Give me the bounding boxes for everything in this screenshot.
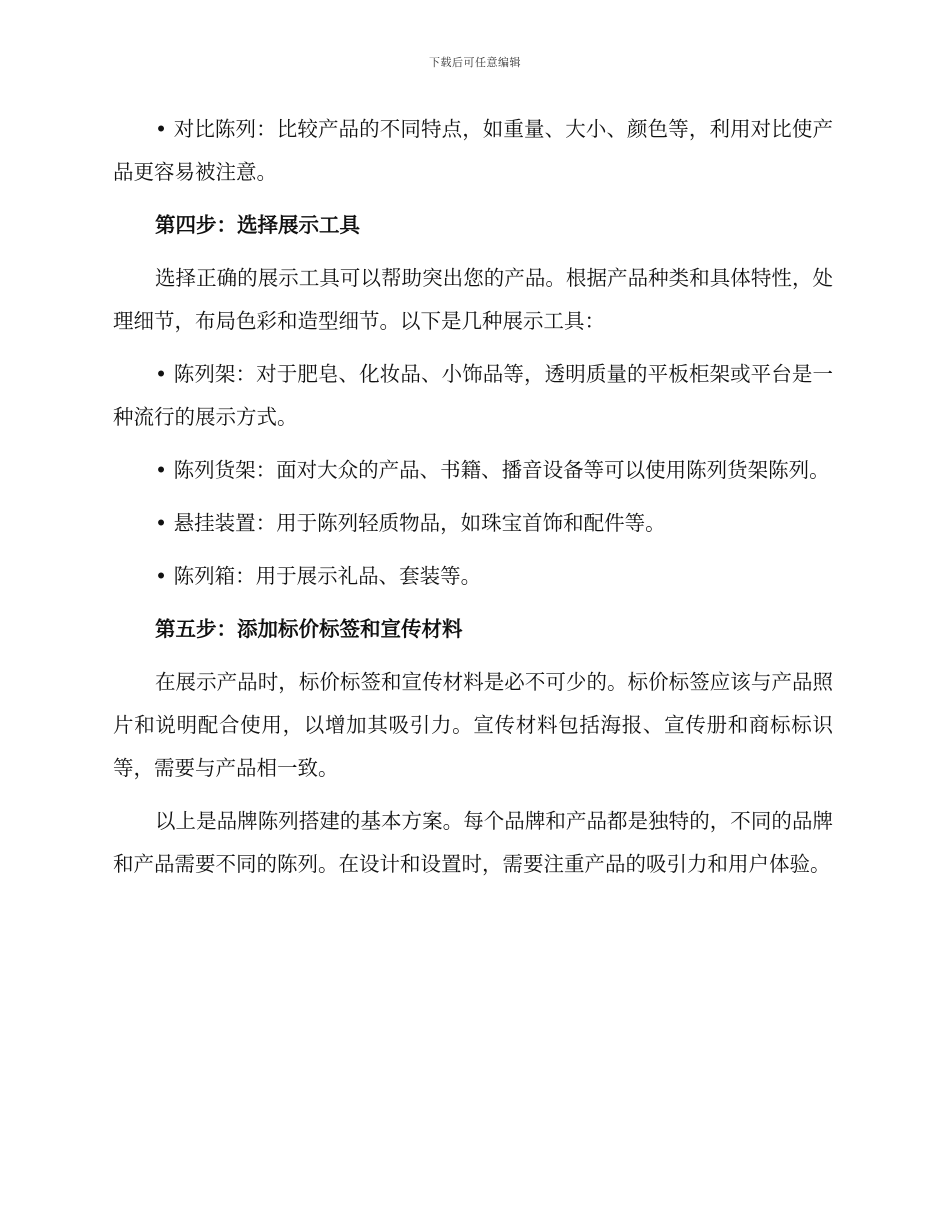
document-body <box>113 108 833 896</box>
heading-step-four: 第四步：选择展示工具 <box>155 213 360 237</box>
heading-step-five: 第五步：添加标价标签和宣传材料 <box>155 617 463 641</box>
paragraph-display-rack: • 陈列架：对于肥皂、化妆品、小饰品等，透明质量的平板柜架或平台是一种流行的展示方式。 <box>113 362 833 429</box>
paragraph-price-tags: 在展示产品时，标价标签和宣传材料是必不可少的。标价标签应该与产品照片和说明配合使用，以增加其吸引力。宣传材料包括海报、宣传册和商标标识等，需要与产品相一致。 <box>113 670 833 780</box>
paragraph-display-box: • 陈列箱：用于展示礼品、套装等。 <box>155 564 482 588</box>
header-note: 下载后可任意编辑 <box>429 56 521 69</box>
paragraph-conclusion: 以上是品牌陈列搭建的基本方案。每个品牌和产品都是独特的，不同的品牌和产品需要不同的陈列。在设计和设置时，需要注重产品的吸引力和用户体验。 <box>113 809 833 876</box>
paragraph-display-shelf: • 陈列货架：面对大众的产品、书籍、播音设备等可以使用陈列货架陈列。 <box>155 458 830 482</box>
paragraph-display-tools-intro: 选择正确的展示工具可以帮助突出您的产品。根据产品种类和具体特性，处理细节，布局色彩和造型细节。以下是几种展示工具： <box>113 266 833 333</box>
paragraph-hanging-device: • 悬挂装置：用于陈列轻质物品，如珠宝首饰和配件等。 <box>155 511 666 535</box>
paragraph-contrast-display: • 对比陈列：比较产品的不同特点，如重量、大小、颜色等，利用对比使产品更容易被注意。 <box>113 117 833 184</box>
